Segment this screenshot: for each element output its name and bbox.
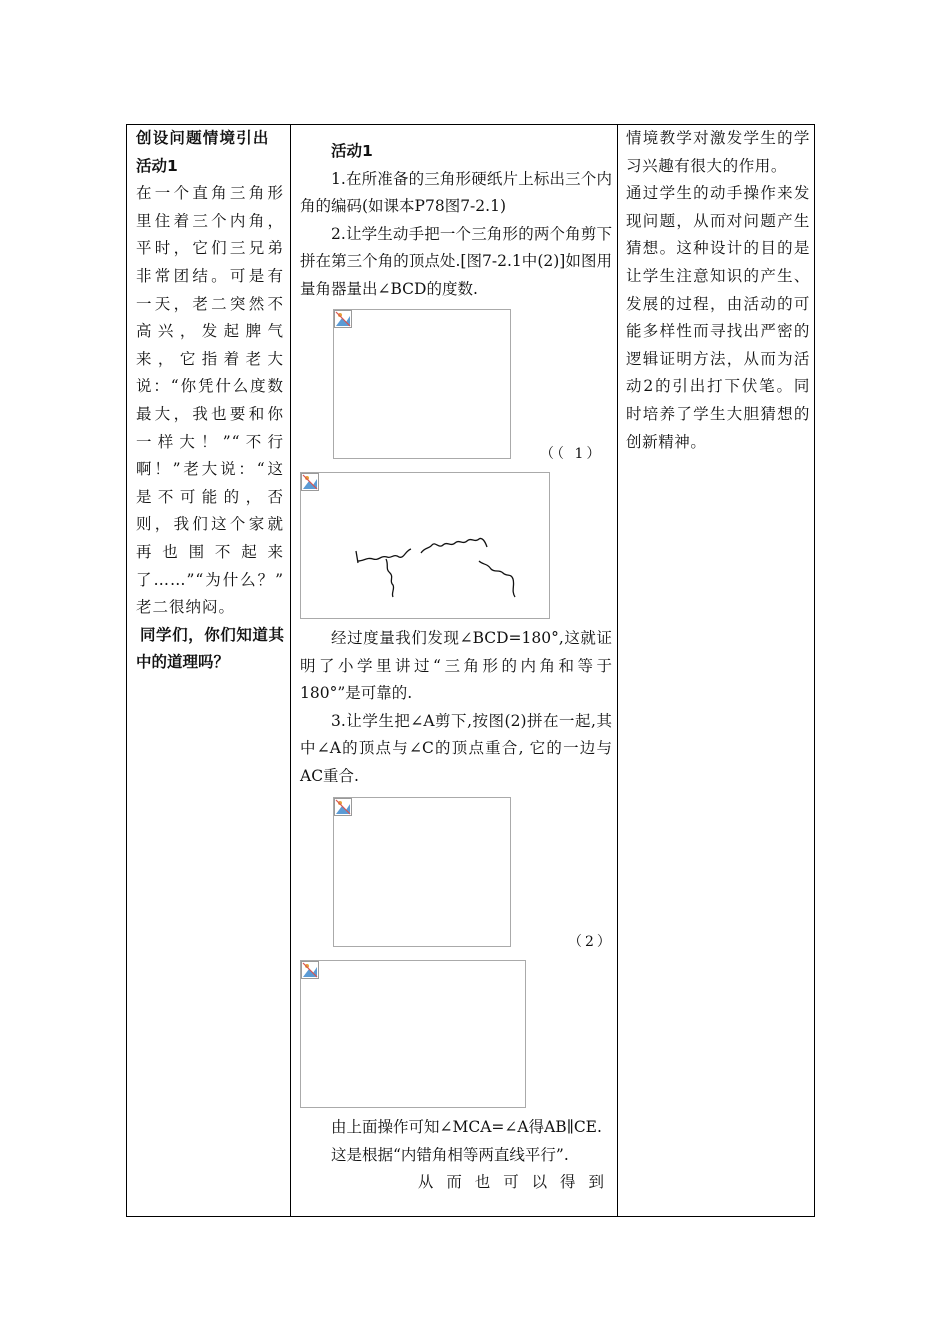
conclusion-text-3: 从 而 也 可 以 得 到 — [417, 1173, 608, 1192]
column-divider — [290, 125, 291, 1216]
conclusion-text-1: 由上面操作可知∠MCA=∠A得AB∥CE. — [331, 1118, 602, 1136]
step-1-text: 1.在所准备的三角形硬纸片上标出三个内角的编码(如课本P78图7-2.1) — [300, 169, 612, 216]
figure-2-label: （2） — [568, 934, 614, 950]
broken-image-icon — [334, 310, 352, 328]
question-text: 同学们，你们知道其中的道理吗？ — [136, 625, 284, 672]
figure-image-1 — [333, 309, 511, 459]
step-2-text: 2.让学生动手把一个三角形的两个角剪下拼在第三个角的顶点处.[图7-2.1中(2)]如图用量角器量出∠BCD的度数. — [300, 224, 612, 298]
finding-text: 经过度量我们发现∠BCD=180°,这就证明了小学里讲过“三角形的内角和等于180°”是可靠的. — [300, 629, 612, 703]
design-note-1: 情境教学对激发学生的学习兴趣有很大的作用。 — [626, 129, 810, 175]
torn-angle-sketch — [301, 473, 549, 618]
lesson-table — [126, 124, 815, 1217]
story-text: 在一个直角三角形里住着三个内角，平时，它们三兄弟非常团结。可是有一天，老二突然不高兴，发起脾气来，它指着老大说：“你凭什么度数最大，我也要和你一样大！”“不行啊！”老大说：“这是不可能的，否则，我们这个家就再也围不起来了……”“为什么？” 老二很纳闷。 — [136, 184, 284, 617]
figure-image-3 — [333, 797, 511, 947]
design-note-2: 通过学生的动手操作来发现问题，从而对问题产生猜想。这种设计的目的是让学生注意知识的产生、发展的过程，由活动的可能多样性而寻找出严密的逻辑证明方法，从而为活动2的引出打下伏笔。同时培养了学生大胆猜想的创新精神。 — [626, 184, 810, 451]
section-subtitle: 活动1 — [136, 156, 178, 175]
conclusion-text-2: 这是根据“内错角相等两直线平行”. — [331, 1145, 569, 1164]
broken-image-icon — [334, 798, 352, 816]
intro-column — [136, 125, 284, 677]
figure-1-label: （（ 1） — [540, 446, 604, 462]
column-divider — [617, 125, 618, 1216]
design-notes-column — [626, 125, 810, 456]
broken-image-icon — [301, 961, 319, 979]
activity-heading: 活动1 — [331, 142, 373, 160]
figure-image-4 — [300, 960, 526, 1108]
section-title: 创设问题情境引出 — [136, 129, 270, 147]
activity-column — [300, 125, 612, 1218]
step-3-text: 3.让学生把∠A剪下,按图(2)拼在一起,其中∠A的顶点与∠C的顶点重合, 它的一边与AC重合. — [300, 711, 612, 785]
figure-image-2 — [300, 472, 550, 619]
